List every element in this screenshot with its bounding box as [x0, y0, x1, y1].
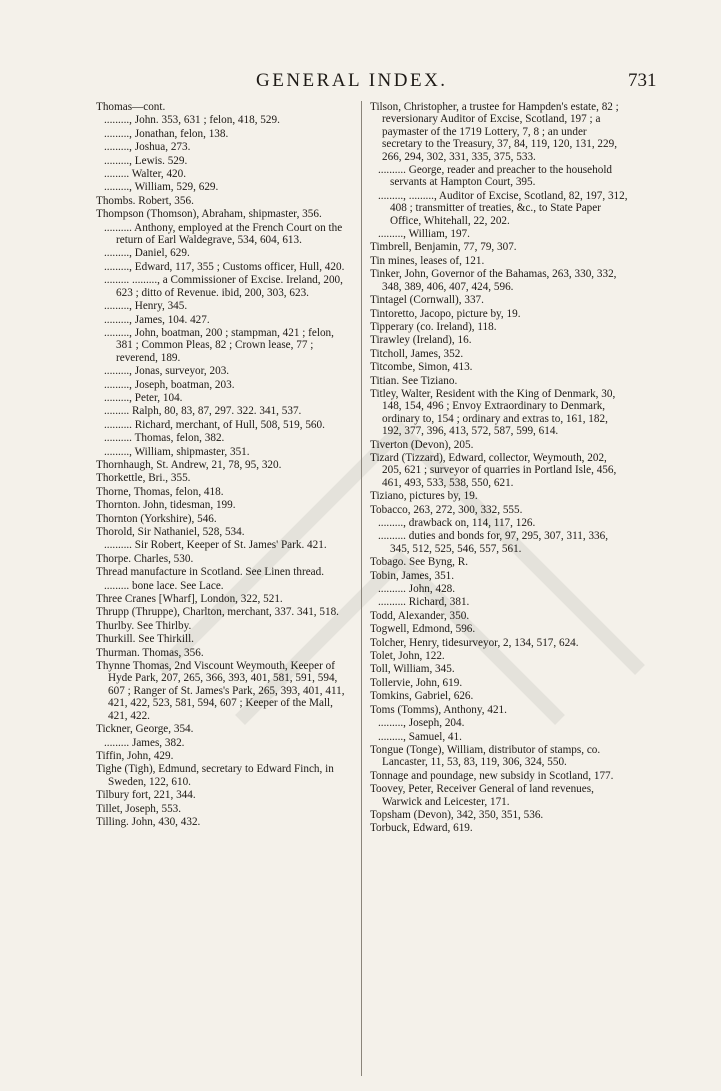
index-entry: .......... Richard, 381. — [378, 596, 470, 609]
index-entry: Titcholl, James, 352. — [370, 347, 464, 360]
index-entry: Toll, William, 345. — [370, 663, 455, 676]
index-entry: Thynne Thomas, 2nd Viscount Weymouth, Keeper of Hyde Park, 207, 265, 366, 393, 401, 581, 591, 594, 607 ; Ranger of St. James's Park, 265, 393, 401, 411, 421, 422, 523, 581, 594, 607 ; Keeper of the Mall, 421, 422. — [96, 660, 345, 722]
index-entry: ........., Jonas, surveyor, 203. — [104, 365, 230, 378]
index-entry: Tilbury fort, 221, 344. — [96, 789, 196, 802]
index-entry: Tizard (Tizzard), Edward, collector, Weymouth, 202, 205, 621 ; surveyor of quarries in Portland Isle, 456, 461, 493, 533, 538, 550, 621. — [370, 451, 617, 489]
index-entry: .......... duties and bonds for, 97, 295, 307, 311, 336, 345, 512, 525, 546, 557, 561. — [378, 530, 609, 555]
index-entry: Togwell, Edmond, 596. — [370, 623, 476, 636]
index-entry: Thomas—cont. — [96, 101, 166, 113]
page-number: 731 — [628, 70, 657, 91]
index-entry: Titian. See Tiziano. — [370, 374, 458, 387]
index-entry: ........., John, boatman, 200 ; stampman, 421 ; felon, 381 ; Common Pleas, 82 ; Crown lease, 77 ; reverend, 189. — [104, 326, 334, 364]
index-entry: Thornton (Yorkshire), 546. — [96, 512, 217, 525]
index-column-left — [96, 101, 352, 1076]
index-entry: ........., Peter, 104. — [104, 391, 183, 404]
index-column-right — [370, 101, 628, 1076]
index-entry: Thornhaugh, St. Andrew, 21, 78, 95, 320. — [96, 458, 282, 471]
index-entry: Tollervie, John, 619. — [370, 676, 463, 689]
index-entry: .......... Anthony, employed at the French Court on the return of Earl Waldegrave, 534, 604, 613. — [104, 221, 343, 247]
index-entry: Tiffin, John, 429. — [96, 749, 174, 762]
index-entry: Tiverton (Devon), 205. — [370, 438, 474, 451]
index-entry: Tintagel (Cornwall), 337. — [370, 294, 484, 307]
index-entry: Thrupp (Thruppe), Charlton, merchant, 337. 341, 518. — [96, 606, 339, 619]
index-entry: Toms (Tomms), Anthony, 421. — [370, 703, 507, 716]
index-entry: .......... John, 428. — [378, 583, 456, 596]
index-entry: ......... Ralph, 80, 83, 87, 297. 322. 341, 537. — [104, 405, 302, 418]
index-entry: Tobin, James, 351. — [370, 569, 455, 582]
index-entry: ........., James, 104. 427. — [104, 313, 210, 326]
index-entry: Titcombe, Simon, 413. — [370, 361, 473, 374]
index-entry: Toovey, Peter, Receiver General of land revenues, Warwick and Leicester, 171. — [370, 783, 594, 808]
index-entry: Tongue (Tonge), William, distributor of stamps, co. Lancaster, 11, 53, 83, 119, 306, 324, 550. — [370, 743, 601, 769]
index-entry: Tin mines, leases of, 121. — [370, 254, 485, 267]
index-entry: ........., William, 197. — [378, 228, 470, 241]
index-entry: Thorkettle, Bri., 355. — [96, 472, 191, 485]
index-entry: ........., John. 353, 631 ; felon, 418, 529. — [104, 114, 280, 127]
index-entry: ......... James, 382. — [104, 736, 185, 749]
column-divider — [361, 101, 362, 1076]
index-entry: Tolcher, Henry, tidesurveyor, 2, 134, 517, 624. — [370, 636, 579, 649]
index-entry: Todd, Alexander, 350. — [370, 609, 470, 622]
index-entry: Tipperary (co. Ireland), 118. — [370, 320, 497, 333]
index-entry: Tirawley (Ireland), 16. — [370, 334, 472, 347]
index-entry: ........., Joseph, boatman, 203. — [104, 378, 235, 391]
index-entry: ........., Joshua, 273. — [104, 141, 191, 154]
index-entry: .......... Sir Robert, Keeper of St. James' Park. 421. — [104, 539, 327, 552]
index-entry: ........., Lewis. 529. — [104, 154, 188, 167]
page-header — [0, 70, 721, 94]
index-entry: Tighe (Tigh), Edmund, secretary to Edward Finch, in Sweden, 122, 610. — [96, 763, 334, 788]
index-entry: Torbuck, Edward, 619. — [370, 822, 473, 835]
running-title: GENERAL INDEX. — [256, 70, 448, 91]
index-entry: Thornton. John, tidesman, 199. — [96, 499, 236, 512]
index-entry: Thurlby. See Thirlby. — [96, 619, 192, 632]
index-entry: Tomkins, Gabriel, 626. — [370, 690, 474, 703]
index-entry: Tickner, George, 354. — [96, 723, 194, 736]
index-entry: Thurman. Thomas, 356. — [96, 646, 204, 659]
index-entry: Thorold, Sir Nathaniel, 528, 534. — [96, 526, 245, 538]
index-entry: Tiziano, pictures by, 19. — [370, 490, 478, 503]
index-entry: Three Cranes [Wharf], London, 322, 521. — [96, 593, 283, 606]
index-entry: .......... George, reader and preacher to the household servants at Hampton Court, 395. — [378, 164, 613, 189]
index-entry: Tillet, Joseph, 553. — [96, 802, 182, 815]
index-entry: ......... ........., a Commissioner of Excise. Ireland, 200, 623 ; ditto of Revenue. ibid, 200, 303, 623. — [104, 274, 343, 299]
index-entry: Tilson, Christopher, a trustee for Hampden's estate, 82 ; reversionary Auditor of Excise, Scotland, 197 ; a paymaster of the 1719 Lottery, 7, 8 ; an under secretary to the Treasury, 37, 84, 119, 120, 131, 229, 266, 294, 302, 331, 335, 375, 533. — [370, 101, 619, 163]
index-entry: Tintoretto, Jacopo, picture by, 19. — [370, 307, 521, 320]
index-entry: ........., Jonathan, felon, 138. — [104, 127, 229, 140]
index-entry: Tonnage and poundage, new subsidy in Scotland, 177. — [370, 769, 614, 782]
index-entry: Tinker, John, Governor of the Bahamas, 263, 330, 332, 348, 389, 406, 407, 424, 596. — [370, 268, 617, 293]
index-entry: Timbrell, Benjamin, 77, 79, 307. — [370, 241, 517, 254]
index-entry: .......... Richard, merchant, of Hull, 508, 519, 560. — [104, 418, 325, 431]
index-entry: ........., Daniel, 629. — [104, 247, 190, 260]
index-entry: ........., ........., Auditor of Excise, Scotland, 82, 197, 312, 408 ; transmitter of treaties, &c., to State Paper Office, Whitehall, 22, 202. — [378, 189, 628, 227]
index-entry: Thompson (Thomson), Abraham, shipmaster, 356. — [96, 208, 322, 221]
index-entry: ......... Walter, 420. — [104, 168, 187, 181]
index-entry: Thombs. Robert, 356. — [96, 194, 194, 207]
index-entry: .......... Thomas, felon, 382. — [104, 432, 225, 445]
index-entry: ........., Joseph, 204. — [378, 717, 465, 730]
index-entry: Tobacco, 263, 272, 300, 332, 555. — [370, 503, 523, 516]
index-entry: Thread manufacture in Scotland. See Linen thread. — [96, 566, 325, 579]
index-entry: Titley, Walter, Resident with the King of Denmark, 30, 148, 154, 496 ; Envoy Extraordinary to Denmark, ordinary to, 154 ; ordinary and extras to, 161, 182, 192, 377, 396, 413, 572, 587, 599, 614. — [370, 387, 616, 438]
index-entry: ........., William, 529, 629. — [104, 181, 219, 194]
index-entry: ........., William, shipmaster, 351. — [104, 445, 250, 458]
index-entry: Tobago. See Byng, R. — [370, 556, 469, 569]
index-entry: ........., Henry, 345. — [104, 300, 188, 313]
index-entry: Thorpe. Charles, 530. — [96, 552, 194, 565]
index-entry: Thurkill. See Thirkill. — [96, 633, 194, 646]
index-entry: Thorne, Thomas, felon, 418. — [96, 485, 224, 498]
index-entry: ........., Edward, 117, 355 ; Customs officer, Hull, 420. — [104, 260, 345, 273]
index-entry: ........., drawback on, 114, 117, 126. — [378, 517, 536, 529]
index-entry: Topsham (Devon), 342, 350, 351, 536. — [370, 808, 544, 821]
index-entry: ......... bone lace. See Lace. — [104, 579, 224, 592]
index-entry: ........., Samuel, 41. — [378, 730, 462, 743]
index-entry: Tolet, John, 122. — [370, 650, 445, 663]
index-entry: Tilling. John, 430, 432. — [96, 815, 201, 828]
